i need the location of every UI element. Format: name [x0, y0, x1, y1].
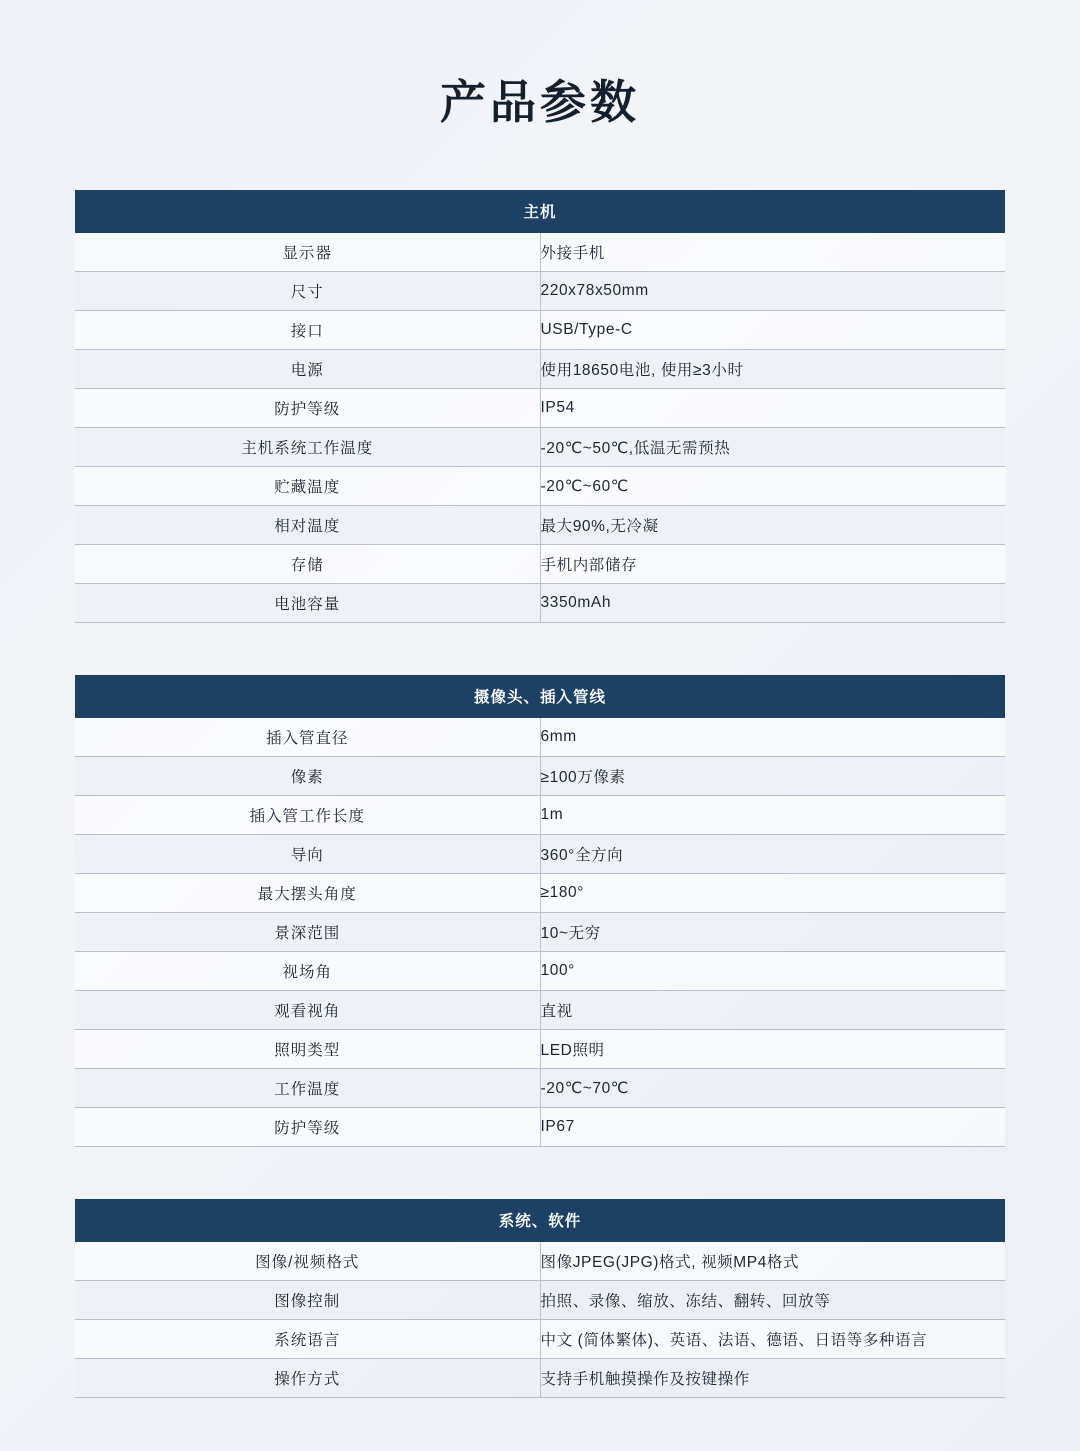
row-label: 防护等级	[75, 389, 540, 428]
row-label: 观看视角	[75, 991, 540, 1030]
spec-tables-container	[75, 130, 1005, 1398]
table-row	[75, 835, 1005, 874]
row-value: IP67	[540, 1108, 1005, 1147]
row-label: 相对温度	[75, 506, 540, 545]
table-row	[75, 796, 1005, 835]
row-value: 10~无穷	[540, 913, 1005, 952]
row-value: 中文 (简体繁体)、英语、法语、德语、日语等多种语言	[540, 1320, 1005, 1359]
spec-table-body	[75, 1242, 1005, 1398]
table-row	[75, 428, 1005, 467]
table-row	[75, 757, 1005, 796]
table-row	[75, 545, 1005, 584]
row-label: 视场角	[75, 952, 540, 991]
row-value: 图像JPEG(JPG)格式, 视频MP4格式	[540, 1242, 1005, 1281]
table-row	[75, 506, 1005, 545]
table-row	[75, 1108, 1005, 1147]
table-row	[75, 311, 1005, 350]
row-label: 景深范围	[75, 913, 540, 952]
table-row	[75, 874, 1005, 913]
section-heading: 系统、软件	[75, 1199, 1005, 1242]
row-value: 手机内部储存	[540, 545, 1005, 584]
row-value: 支持手机触摸操作及按键操作	[540, 1359, 1005, 1398]
table-row	[75, 584, 1005, 623]
row-value: LED照明	[540, 1030, 1005, 1069]
page-title: 产品参数	[440, 76, 640, 128]
row-value: 拍照、录像、缩放、冻结、翻转、回放等	[540, 1281, 1005, 1320]
row-value: 使用18650电池, 使用≥3小时	[540, 350, 1005, 389]
row-label: 操作方式	[75, 1359, 540, 1398]
table-row	[75, 467, 1005, 506]
row-label: 插入管工作长度	[75, 796, 540, 835]
table-section-header	[75, 1199, 1005, 1242]
row-value: 220x78x50mm	[540, 272, 1005, 311]
row-label: 图像控制	[75, 1281, 540, 1320]
row-value: -20℃~50℃,低温无需预热	[540, 428, 1005, 467]
table-row	[75, 913, 1005, 952]
table-row	[75, 991, 1005, 1030]
row-label: 接口	[75, 311, 540, 350]
row-label: 存储	[75, 545, 540, 584]
table-row	[75, 272, 1005, 311]
row-label: 导向	[75, 835, 540, 874]
row-label: 系统语言	[75, 1320, 540, 1359]
row-value: -20℃~60℃	[540, 467, 1005, 506]
spec-table-body	[75, 233, 1005, 623]
row-value: 最大90%,无冷凝	[540, 506, 1005, 545]
row-value: 1m	[540, 796, 1005, 835]
section-heading: 摄像头、插入管线	[75, 675, 1005, 718]
row-value: USB/Type-C	[540, 311, 1005, 350]
table-row	[75, 1069, 1005, 1108]
row-value: 3350mAh	[540, 584, 1005, 623]
table-section-header	[75, 190, 1005, 233]
section-heading: 主机	[75, 190, 1005, 233]
row-value: ≥180°	[540, 874, 1005, 913]
table-row	[75, 1281, 1005, 1320]
row-value: 360°全方向	[540, 835, 1005, 874]
row-label: 电源	[75, 350, 540, 389]
table-row	[75, 718, 1005, 757]
row-label: 贮藏温度	[75, 467, 540, 506]
table-row	[75, 1320, 1005, 1359]
row-label: 照明类型	[75, 1030, 540, 1069]
spec-table-host	[75, 190, 1005, 623]
row-label: 尺寸	[75, 272, 540, 311]
spec-table-system	[75, 1199, 1005, 1398]
table-row	[75, 1359, 1005, 1398]
row-label: 图像/视频格式	[75, 1242, 540, 1281]
row-value: ≥100万像素	[540, 757, 1005, 796]
table-row	[75, 1242, 1005, 1281]
row-label: 主机系统工作温度	[75, 428, 540, 467]
row-label: 像素	[75, 757, 540, 796]
row-value: 100°	[540, 952, 1005, 991]
row-label: 防护等级	[75, 1108, 540, 1147]
row-value: 外接手机	[540, 233, 1005, 272]
table-section-header	[75, 675, 1005, 718]
row-value: IP54	[540, 389, 1005, 428]
row-label: 工作温度	[75, 1069, 540, 1108]
row-label: 电池容量	[75, 584, 540, 623]
row-value: 6mm	[540, 718, 1005, 757]
row-label: 插入管直径	[75, 718, 540, 757]
spec-table-camera	[75, 675, 1005, 1147]
table-row	[75, 233, 1005, 272]
table-row	[75, 952, 1005, 991]
row-label: 显示器	[75, 233, 540, 272]
spec-table-body	[75, 718, 1005, 1147]
table-row	[75, 350, 1005, 389]
row-value: 直视	[540, 991, 1005, 1030]
table-row	[75, 1030, 1005, 1069]
table-row	[75, 389, 1005, 428]
row-value: -20℃~70℃	[540, 1069, 1005, 1108]
row-label: 最大摆头角度	[75, 874, 540, 913]
